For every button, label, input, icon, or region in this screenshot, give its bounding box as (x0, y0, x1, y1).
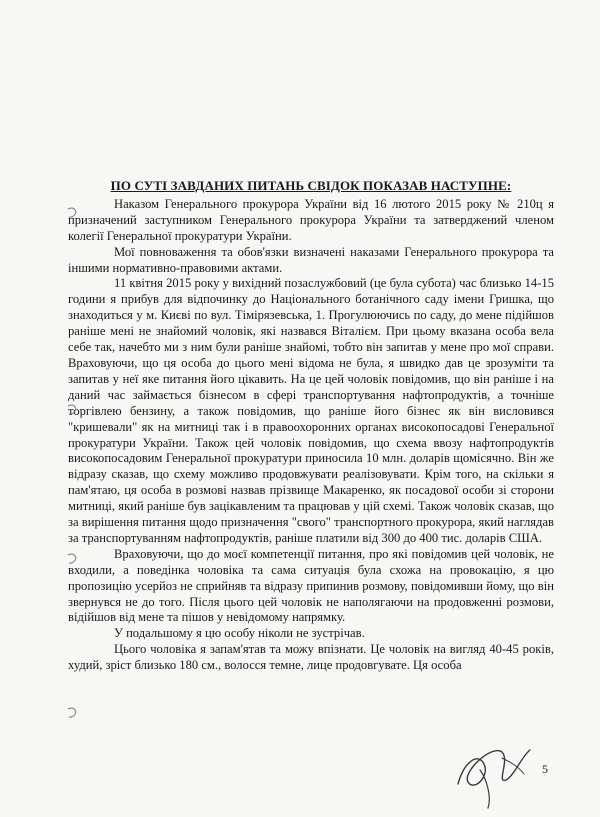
scan-mark-icon (66, 206, 78, 220)
paragraph-appointment: Наказом Генерального прокурора України від 16 лютого 2015 року № 210ц я призначений заступником Генерального прокурора України та затверджений членом колегії Генеральної прокуратури України. (68, 196, 554, 243)
signature-icon (440, 722, 550, 812)
document-body (68, 178, 554, 674)
paragraph-no-further-contact: У подальшому я цю особу ніколи не зустрічав. (114, 626, 365, 641)
scan-mark-icon (66, 552, 78, 566)
paragraph-response: Враховуючи, що до моєї компетенції питання, про які повідомив цей чоловік, не входили, а поведінка чоловіка та сама ситуація була схожа на провокацію, я цю пропозицію усерйоз не сприйняв та відразу припинив розмову, повідомивши йому, що він звернувся не до того. Після цього цей чоловік не наполягаючи на продовженні розмови, відійшов від мене та пішов у невідомому напрямку. (68, 546, 554, 625)
page-number: 5 (542, 762, 548, 776)
scan-mark-icon (66, 403, 78, 417)
paragraph-description: Цього чоловіка я запам'ятав та можу впізнати. Це чоловік на вигляд 40-45 років, худий, зріст близько 180 см., волосся темне, лице продовгувате. Ця особа (68, 642, 554, 673)
section-heading: ПО СУТІ ЗАВДАНИХ ПИТАНЬ СВІДОК ПОКАЗАВ НАСТУПНЕ: (110, 178, 512, 193)
paragraph-duties: Мої повноваження та обов'язки визначені наказами Генерального прокурора та іншими нормативно-правовими актами. (68, 244, 554, 275)
scan-mark-icon (66, 706, 78, 720)
paragraph-encounter: 11 квітня 2015 року у вихідний позаслужбовий (це була субота) час близько 14-15 години я прибув для відпочинку до Національного ботанічного саду імени Гришка, що знаходиться у м. Києві по вул. Тімірязевська, 1. Прогулюючись по саду, до мене підійшов раніше мені не знайомий чоловік, які назвався Віталієм. При цьому вказана особа вела себе так, начебто ми з ним були раніше знайомі, тобто він запитав у мене про мої справи. Враховуючи, що ця особа до цього мені відома не була, я швидко дав це зрозуміти та запитав у неї яке питання його цікавить. На це цей чоловік повідомив, що він раніше і на даний час займається бізнесом в сфері транспортування нафтопродуктів, а точніше торгівлею бензину, а також повідомив, що раніше його бізнес як він висловився "кришевали" як на митниці так і в правоохоронних органах високопосадові Генеральної прокуратури України. Також цей чоловік повідомив, що схема ввозу нафтопродуктів високопосадовим Генеральної прокуратури приносила 10 млн. доларів щомісячно. Він же відразу сказав, що схему можливо продовжувати реалізовувати. Крім того, на скільки я пам'ятаю, ця особа в розмові назвав прізвище Макаренко, як посадової особи зі сторони митниці, який раніше був зацікавленим та працював у цій схемі. Також чоловік сказав, що за вирішення питання щодо призначення "свого" транспортного прокурора, який наглядав за транспортуванням нафтопродуктів, раніше платили від 300 до 400 тис. доларів США. (68, 276, 554, 545)
